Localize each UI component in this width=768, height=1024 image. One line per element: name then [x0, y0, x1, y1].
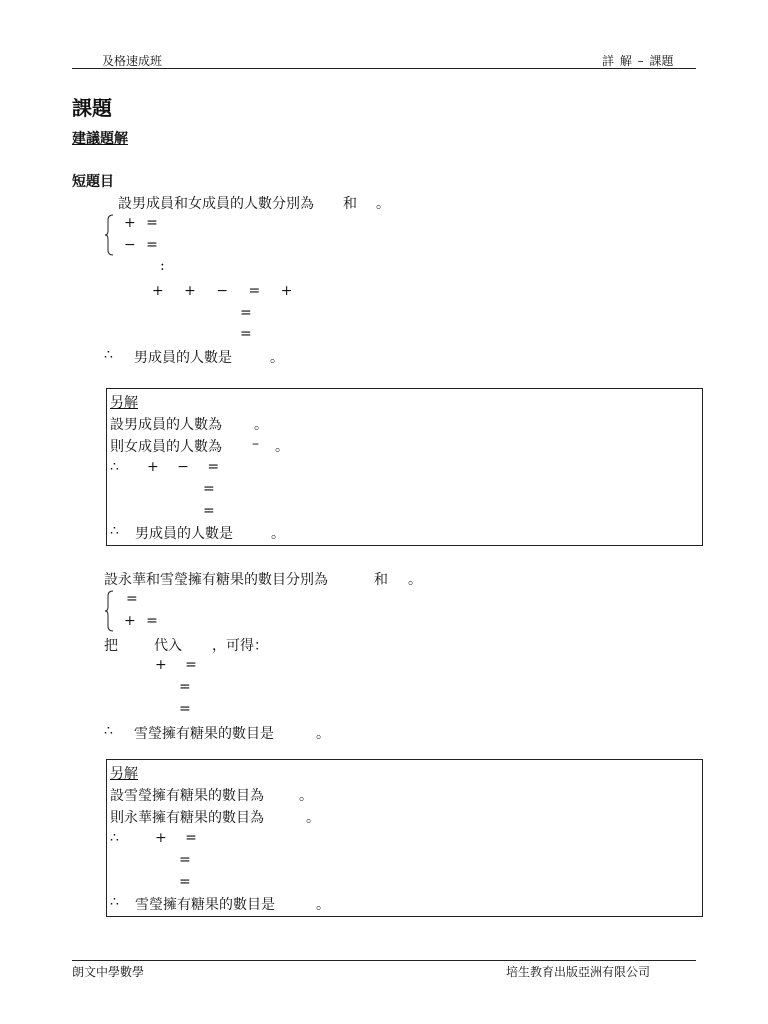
header-right: 詳 解 – 課題 [602, 54, 674, 68]
q2-alt-line2-end: 。 [306, 810, 320, 826]
q2-alt-conclusion: 雪瑩擁有糖果的數目是 [135, 897, 275, 913]
page-title: 課題 [72, 96, 112, 120]
q1-therefore-symbol: ∴ [104, 347, 113, 363]
q2-substitute-b: 代入 [154, 638, 182, 654]
q2-alt-equation-3: = [179, 874, 191, 890]
footer-rule [72, 960, 696, 961]
q1-alt-therefore-symbol-2: ∴ [110, 523, 119, 539]
q2-equation-3: = [179, 701, 191, 717]
q2-equation-2: = [179, 679, 191, 695]
q1-system-brace [104, 214, 112, 256]
q1-alt-line2-end: 。 [275, 439, 289, 455]
q1-intro: 設男成員和女成員的人數分別為 [118, 196, 314, 212]
q2-alt-therefore-symbol-2: ∴ [110, 894, 119, 910]
q2-alt-line1: 設雪瑩擁有糖果的數目為 [110, 788, 264, 804]
q1-system-eq2: − = [124, 237, 158, 253]
q2-intro-and: 和 [374, 572, 388, 588]
q2-alt-line1-end: 。 [299, 788, 313, 804]
q2-conclusion-end: 。 [316, 726, 330, 742]
q1-conclusion: 男成員的人數是 [134, 350, 232, 366]
q2-alternative-box [106, 759, 703, 917]
q2-alt-equation-1: + = [155, 830, 197, 846]
q1-colon: : [160, 258, 165, 274]
q1-alt-line1-end: 。 [254, 417, 268, 433]
q1-equation-1: + + − = + [152, 283, 293, 299]
header-left: 及格速成班 [102, 54, 163, 68]
q1-alt-therefore-symbol: ∴ [110, 459, 119, 475]
q2-intro-end: 。 [408, 572, 422, 588]
q2-system-brace [104, 590, 112, 632]
q2-system-eq1: = [126, 591, 138, 607]
q1-equation-2: = [240, 305, 252, 321]
q2-therefore-symbol: ∴ [104, 723, 113, 739]
section-heading: 短題目 [72, 174, 114, 190]
footer-left: 朗文中學數學 [72, 965, 145, 979]
q1-alt-heading: 另解 [110, 395, 138, 411]
q1-alt-equation-1: + − = [147, 459, 220, 475]
q2-substitute-a: 把 [104, 638, 118, 654]
q1-equation-3: = [240, 326, 252, 342]
q1-alt-conclusion: 男成員的人數是 [135, 526, 233, 542]
q2-equation-1: + = [155, 657, 197, 673]
q2-alt-line2: 則永華擁有糖果的數目為 [110, 810, 264, 826]
q1-alt-line2: 則女成員的人數為 [110, 439, 222, 455]
q1-intro-and: 和 [343, 196, 357, 212]
q2-substitute-c: ，可得： [212, 638, 268, 654]
q1-alt-line1: 設男成員的人數為 [110, 417, 222, 433]
q2-system-eq2: + = [124, 613, 158, 629]
q1-conclusion-end: 。 [270, 350, 284, 366]
q1-intro-end: 。 [376, 196, 390, 212]
q1-alt-conclusion-end: 。 [271, 526, 285, 542]
q2-alt-equation-2: = [179, 852, 191, 868]
q1-alt-line2-op: – [252, 436, 259, 452]
q1-alt-equation-2: = [203, 481, 215, 497]
q1-alternative-box [106, 388, 703, 546]
q2-intro: 設永華和雪瑩擁有糖果的數目分別為 [104, 572, 328, 588]
q2-alt-therefore-symbol: ∴ [110, 830, 119, 846]
q2-alt-conclusion-end: 。 [316, 897, 330, 913]
footer-right: 培生教育出版亞洲有限公司 [506, 965, 651, 979]
q2-alt-heading: 另解 [110, 766, 138, 782]
subtitle: 建議題解 [72, 131, 128, 147]
q2-conclusion: 雪瑩擁有糖果的數目是 [134, 726, 274, 742]
header-rule [72, 68, 696, 69]
q1-alt-equation-3: = [203, 503, 215, 519]
q1-system-eq1: + = [124, 215, 158, 231]
